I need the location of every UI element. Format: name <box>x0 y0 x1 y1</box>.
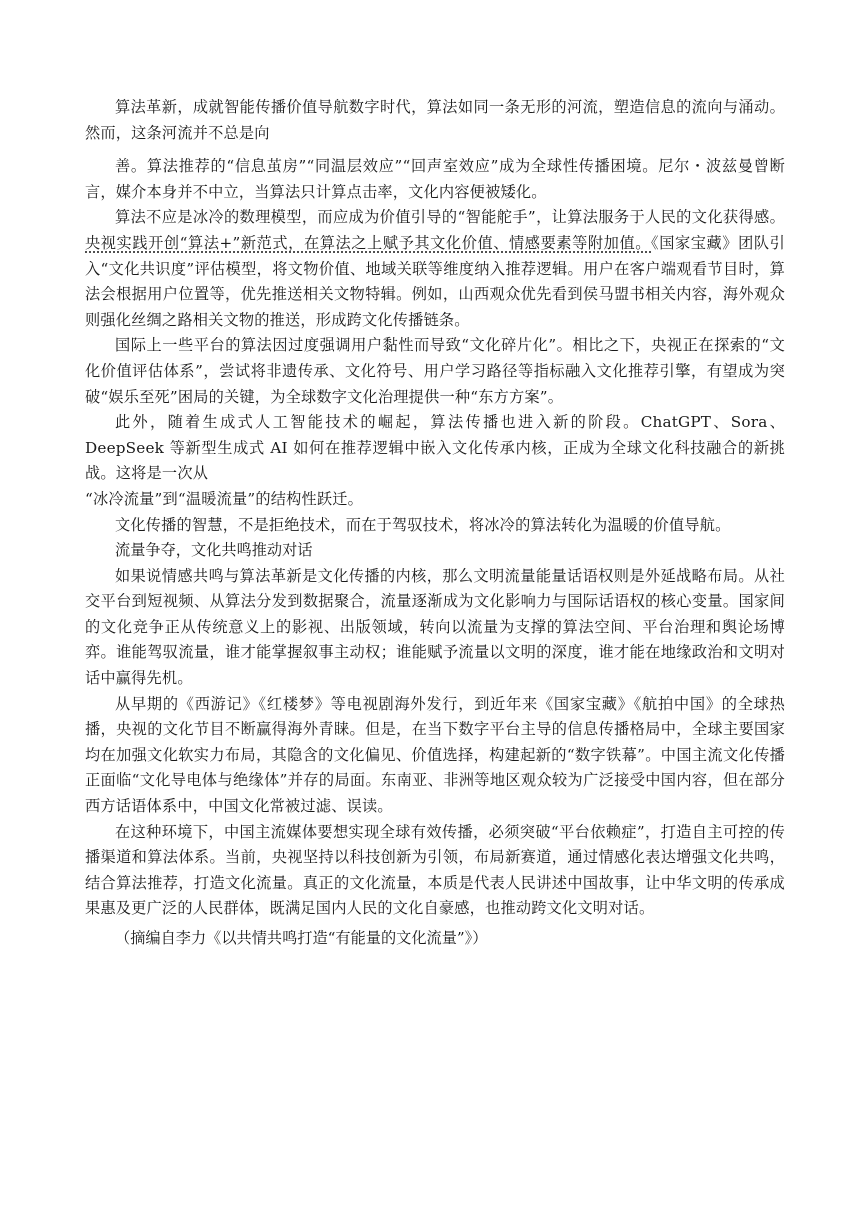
paragraph-5: 此外，随着生成式人工智能技术的崛起，算法传播也进入新的阶段。ChatGPT、Sora、DeepSeek 等新型生成式 AI 如何在推荐逻辑中嵌入文化传承内核，正成为全球文化科技融合的新挑战。这将是一次从 <box>85 413 785 483</box>
paragraph-3 <box>85 205 785 333</box>
section-subheading: 流量争夺，文化共鸣推动对话 <box>115 541 313 560</box>
paragraph-8: 从早期的《西游记》《红楼梦》等电视剧海外发行，到近年来《国家宝藏》《航拍中国》的全球热播，央视的文化节目不断赢得海外青睐。但是，在当下数字平台主导的信息传播格局中，全球主要国家均在加强文化软实力布局，其隐含的文化偏见、价值选择，构建起新的“数字铁幕”。中国主流文化传播正面临“文化导电体与绝缘体”并存的局面。东南亚、非洲等地区观众较为广泛接受中国内容，但在部分西方话语体系中，中国文化常被过滤、误读。 <box>85 694 785 816</box>
source-citation: （摘编自李力《以共情共鸣打造“有能量的文化流量”》） <box>115 929 488 947</box>
paragraph-3-emphasis: 央视实践开创“算法+”新范式，在算法之上赋予其文化价值、情感要素等附加值。 <box>85 233 652 252</box>
paragraph-3-lead: 算法不应是冰冷的数理模型，而应成为价值引导的“智能舵手”，让算法服务于人民的文化获得感。 <box>115 208 785 227</box>
paragraph-6: 文化传播的智慧，不是拒绝技术，而在于驾驭技术，将冰冷的算法转化为温暖的价值导航。 <box>115 515 731 534</box>
paragraph-7: 如果说情感共鸣与算法革新是文化传播的内核，那么文明流量能量话语权则是外延战略布局。从社交平台到短视频、从算法分发到数据聚合，流量逐渐成为文化影响力与国际话语权的核心变量。国家间的文化竞争正从传统意义上的影视、出版领域，转向以流量为支撑的算法空间、平台治理和舆论场博弈。谁能驾驭流量，谁才能掌握叙事主动权；谁能赋予流量以文明的深度，谁才能在地缘政治和文明对话中赢得先机。 <box>85 566 785 688</box>
paragraph-9: 在这种环境下，中国主流媒体要想实现全球有效传播，必须突破“平台依赖症”，打造自主可控的传播渠道和算法体系。当前，央视坚持以科技创新为引领，布局新赛道，通过情感化表达增强文化共鸣，结合算法推荐，打造文化流量。真正的文化流量，本质是代表人民讲述中国故事，让中华文明的传承成果惠及更广泛的人民群体，既满足国内人民的文化自豪感，也推动跨文化文明对话。 <box>85 822 785 918</box>
paragraph-5-continuation: “冰冷流量”到“温暖流量”的结构性跃迁。 <box>85 489 364 508</box>
paragraph-3-rest: 《国家宝藏》团队引入“文化共识度”评估模型，将文物价值、地域关联等维度纳入推荐逻辑。用户在客户端观看节目时，算法会根据用户位置等，优先推送相关文物特辑。例如，山西观众优先看到侯马盟书相关内容，海外观众则强化丝绸之路相关文物的推送，形成跨文化传播链条。 <box>85 233 786 329</box>
article-body <box>85 95 785 952</box>
paragraph-2: 善。算法推荐的“信息茧房”“同温层效应”“回声室效应”成为全球性传播困境。尼尔・波兹曼曾断言，媒介本身并不中立，当算法只计算点击率，文化内容便被矮化。 <box>85 157 785 201</box>
paragraph-4: 国际上一些平台的算法因过度强调用户黏性而导致“文化碎片化”。相比之下，央视正在探索的“文化价值评估体系”，尝试将非遗传承、文化符号、用户学习路径等指标融入文化推荐引擎，有望成为突破“娱乐至死”困局的关键，为全球数字文化治理提供一种“东方方案”。 <box>85 336 785 406</box>
paragraph-1: 算法革新，成就智能传播价值导航数字时代，算法如同一条无形的河流，塑造信息的流向与涌动。然而，这条河流并不总是向 <box>85 98 785 142</box>
